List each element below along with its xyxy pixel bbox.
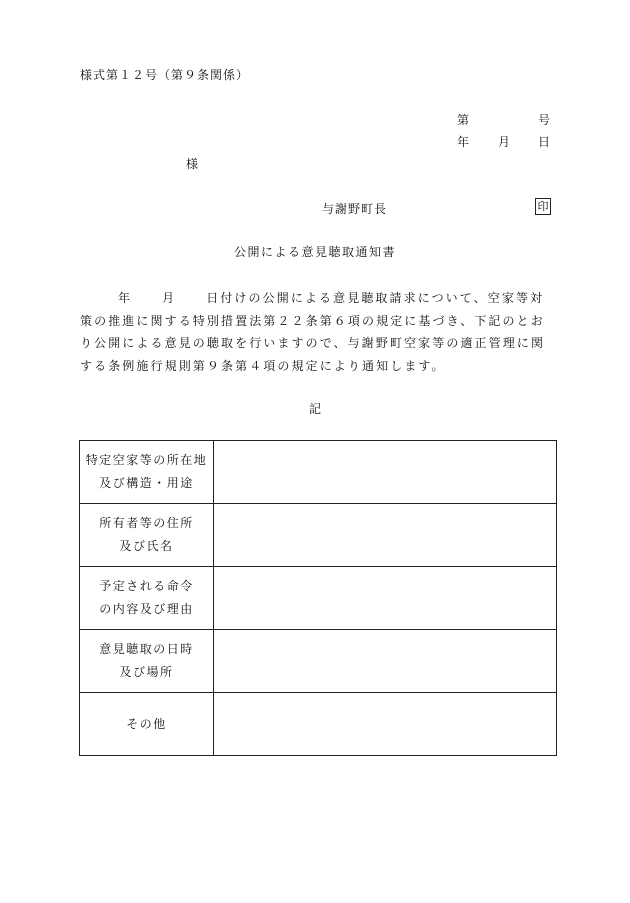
row-value-cell[interactable] <box>214 630 557 693</box>
seal-mark: 印 <box>535 198 551 215</box>
document-title: 公開による意見聴取通知書 <box>233 245 396 259</box>
body-year-label: 年 <box>118 291 133 305</box>
label-line-2: 及び氏名 <box>119 539 174 553</box>
row-label <box>80 630 214 693</box>
issuer-name: 与謝野町長 <box>322 202 388 216</box>
row-label <box>80 441 214 504</box>
table-row <box>80 567 557 630</box>
form-number: 様式第１２号（第９条関係） <box>80 68 250 82</box>
row-label <box>80 504 214 567</box>
row-label <box>80 567 214 630</box>
label-line-2: 及び構造・用途 <box>99 476 194 490</box>
table-row <box>80 441 557 504</box>
label-line-2: の内容及び理由 <box>99 602 194 616</box>
date-year-label: 年 <box>457 135 470 149</box>
table-row <box>80 693 557 756</box>
record-table <box>79 440 557 756</box>
recipient-honorific: 様 <box>186 157 199 171</box>
date-month-label: 月 <box>498 135 511 149</box>
date-day-label: 日 <box>538 135 551 149</box>
label-line-2: 及び場所 <box>119 665 174 679</box>
ki-heading: 記 <box>308 402 321 416</box>
label-line-1: 予定される命令 <box>99 579 194 593</box>
label-line-1: 意見聴取の日時 <box>99 642 194 656</box>
table-row <box>80 504 557 567</box>
table-row <box>80 630 557 693</box>
row-label <box>80 693 214 756</box>
row-value-cell[interactable] <box>214 504 557 567</box>
body-paragraph <box>80 287 556 377</box>
label-line-1: その他 <box>126 716 167 731</box>
document-number-suffix: 号 <box>538 113 551 127</box>
row-value-cell[interactable] <box>214 441 557 504</box>
row-value-cell[interactable] <box>214 693 557 756</box>
body-month-label: 月 <box>162 291 177 305</box>
body-text: 日付けの公開による意見聴取請求について、空家等対策の推進に関する特別措置法第２２条第６項の規定に基づき、下記のとおり公開による意見の聴取を行いますので、与謝野町空家等の適正管理に関する条例施行規則第９条第４項の規定により通知します。 <box>80 291 546 373</box>
document-number-prefix: 第 <box>457 113 470 127</box>
label-line-1: 所有者等の住所 <box>99 516 194 530</box>
row-value-cell[interactable] <box>214 567 557 630</box>
label-line-1: 特定空家等の所在地 <box>85 453 208 467</box>
